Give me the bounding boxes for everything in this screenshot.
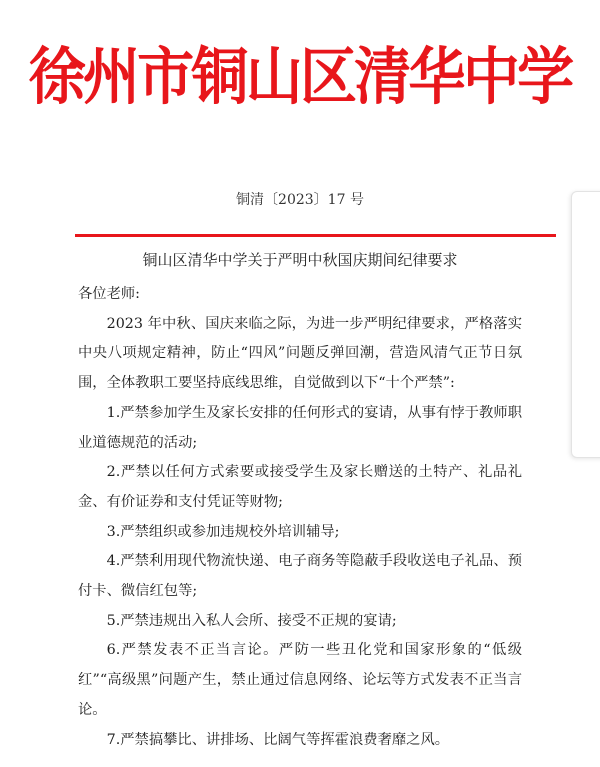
document-body — [78, 280, 522, 755]
rule-item-6: 6.严禁发表不正当言论。严防一些丑化党和国家形象的“低级红”“高级黑”问题产生，禁止通过信息网络、论坛等方式发表不正当言论。 — [78, 642, 522, 718]
document-heading: 铜山区清华中学关于严明中秋国庆期间纪律要求 — [142, 251, 458, 269]
rule-item-4: 4.严禁利用现代物流快递、电子商务等隐蔽手段收送电子礼品、预付卡、微信红包等; — [78, 553, 522, 600]
rule-item-7: 7.严禁搞攀比、讲排场、比阔气等挥霍浪费奢靡之风。 — [106, 731, 450, 748]
rule-item-2: 2.严禁以任何方式索要或接受学生及家长赠送的土特产、礼品礼金、有价证券和支付凭证等财物; — [78, 464, 522, 510]
rule-item-1: 1.严禁参加学生及家长安排的任何形式的宴请，从事有悖于教师职业道德规范的活动; — [78, 404, 522, 451]
rule-item-5: 5.严禁违规出入私人会所、接受不正规的宴请; — [106, 612, 397, 629]
side-toolbar-panel[interactable] — [571, 191, 600, 458]
rule-item-3: 3.严禁组织或参加违规校外培训辅导; — [106, 523, 340, 540]
organization-title: 徐州市铜山区清华中学 — [28, 40, 572, 113]
red-divider-line — [75, 234, 556, 237]
salutation: 各位老师: — [78, 286, 141, 302]
intro-paragraph: 2023 年中秋、国庆来临之际，为进一步严明纪律要求，严格落实中央八项规定精神，防止“四风”问题反弹回潮，营造风清气正节日氛围，全体教职工要坚持底线思维，自觉做到以下“十个严禁”: — [78, 315, 522, 392]
document-number: 铜清〔2023〕17 号 — [236, 192, 364, 208]
